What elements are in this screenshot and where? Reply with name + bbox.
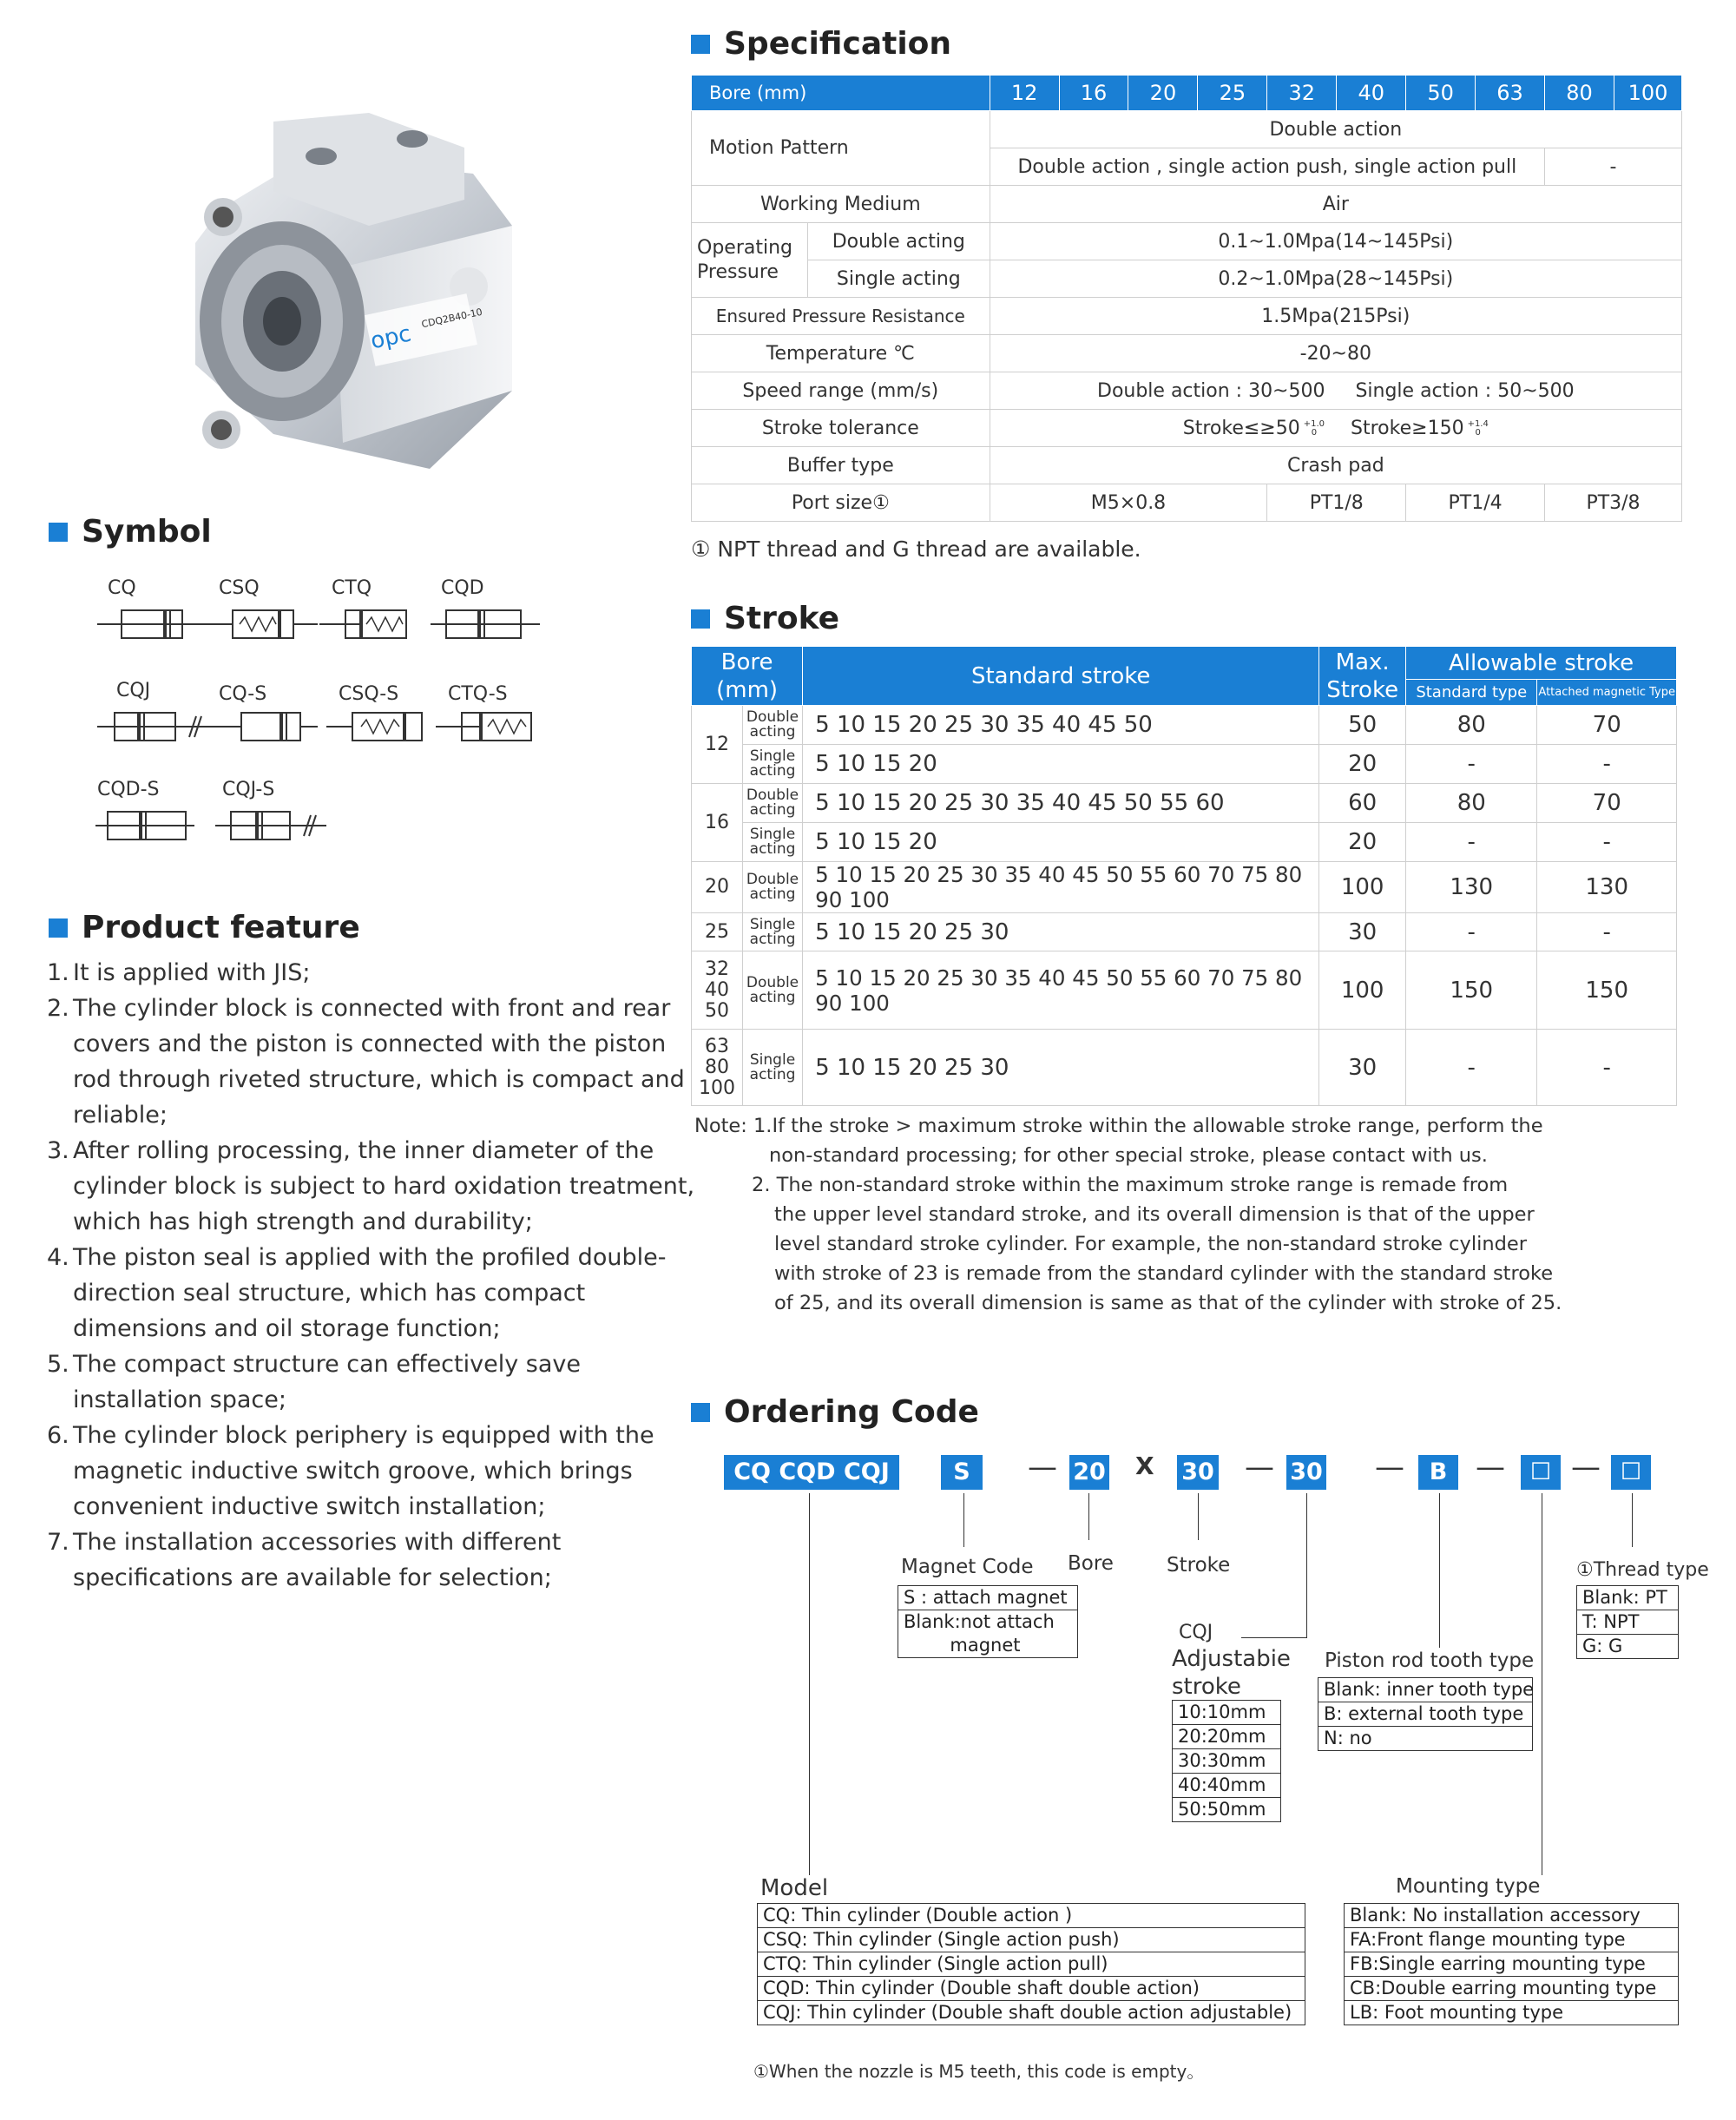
model-options xyxy=(757,1903,1305,2025)
port-label: Port size① xyxy=(692,484,990,522)
table-row xyxy=(692,823,1677,862)
code-rod: B xyxy=(1418,1455,1458,1490)
stroke-std: 5 10 15 20 25 30 xyxy=(803,1030,1319,1106)
section-marker-icon xyxy=(49,918,68,938)
rod-label: Piston rod tooth type xyxy=(1325,1649,1535,1672)
speed-label: Speed range (mm/s) xyxy=(692,372,990,410)
feature-item: 7. The installation accessories with different specifications are available for selection; xyxy=(47,1529,562,1591)
adj-label-1: CQJ xyxy=(1179,1622,1213,1643)
stroke-allow-std: - xyxy=(1406,913,1537,951)
stroke-allow-mag: 150 xyxy=(1537,951,1677,1030)
code-adjustable: 30 xyxy=(1286,1455,1326,1490)
medium-label: Working Medium xyxy=(692,186,990,223)
stroke-header-allow: Allowable stroke xyxy=(1406,647,1677,680)
symbol-ctq-s: CTQ-S xyxy=(436,680,549,749)
stroke-kind: Single acting xyxy=(742,913,802,951)
order-footnote: ①When the nozzle is M5 teeth, this code is empty。 xyxy=(753,2061,1205,2082)
stroke-allow-mag: - xyxy=(1537,913,1677,951)
bore-cell: 32 xyxy=(1267,76,1337,111)
stroke-allow-std: 80 xyxy=(1406,706,1537,745)
port-value: PT1/4 xyxy=(1406,484,1545,522)
stroke-max: 50 xyxy=(1319,706,1406,745)
feature-item: 1. It is applied with JIS; xyxy=(47,959,311,986)
list-item: LB: Foot mounting type xyxy=(1350,2002,1564,2023)
motion-value-2b: - xyxy=(1545,148,1682,186)
port-value: PT1/8 xyxy=(1267,484,1406,522)
code-stroke: 30 xyxy=(1177,1455,1219,1490)
feature-item: 4. The piston seal is applied with the profiled double-direction seal structure, which has compact dimensions and oil storage function; xyxy=(47,1244,667,1342)
bore-cell: 63 xyxy=(1476,76,1545,111)
spec-table xyxy=(691,75,1682,522)
buffer-value: Crash pad xyxy=(990,447,1681,484)
table-row xyxy=(692,1030,1677,1106)
table-row xyxy=(692,706,1677,745)
stroke-table xyxy=(691,646,1677,1106)
feature-list xyxy=(47,955,707,1596)
stroke-header-max: Max. Stroke xyxy=(1319,647,1406,706)
stroke-kind: Double acting xyxy=(742,784,802,823)
op-single-label: Single acting xyxy=(807,260,990,298)
symbol-cq: CQ xyxy=(95,577,208,647)
symbol-csq: CSQ xyxy=(207,577,319,647)
list-item: 50:50mm xyxy=(1178,1799,1266,1820)
stroke-bore: 12 xyxy=(692,706,743,784)
stroke-max: 100 xyxy=(1319,862,1406,913)
symbol-cqd: CQD xyxy=(429,577,542,647)
section-marker-icon xyxy=(691,1403,710,1422)
stroke-allow-std: - xyxy=(1406,823,1537,862)
bore-cell: 12 xyxy=(990,76,1059,111)
code-thread: ☐ xyxy=(1611,1455,1651,1490)
port-value: M5×0.8 xyxy=(990,484,1267,522)
spec-title: Specification xyxy=(691,26,951,62)
code-magnet: S xyxy=(941,1455,983,1490)
model-print: CDQ2B40-10 xyxy=(420,306,483,331)
spec-header-row xyxy=(692,76,1682,111)
thread-label: ①Thread type xyxy=(1576,1559,1709,1581)
adj-options xyxy=(1172,1700,1281,1822)
table-row xyxy=(692,784,1677,823)
thread-options xyxy=(1576,1585,1679,1659)
spec-footnote: ① NPT thread and G thread are available. xyxy=(691,537,1141,562)
symbol-cqj-s: CQJ-S xyxy=(215,779,328,848)
symbol-cqd-s: CQD-S xyxy=(95,779,208,848)
symbol-title: Symbol xyxy=(49,514,212,550)
list-item: 20:20mm xyxy=(1173,1725,1280,1749)
motion-value: Double action xyxy=(990,111,1681,148)
motion-value-2: Double action , single action push, single action pull xyxy=(990,148,1544,186)
list-item: CQ: Thin cylinder (Double action ) xyxy=(758,1904,1305,1928)
stroke-notes: Note: 1.If the stroke > maximum stroke within the allowable stroke range, perform the non-standard processing; for other special stroke, please contact with us. 2. The non-standard stroke within the maximum stroke range is remade from the upper level standard stroke, and its overall dimension is that of the upper level standard stroke cylinder. For example, the non-standard stroke cylinder with stroke of 23 is remade from the standard cylinder with the standard stroke of 25, and its overall dimension is same as that of the cylinder with stroke of 25. xyxy=(694,1115,1562,1314)
mount-label: Mounting type xyxy=(1396,1875,1541,1898)
list-item: CB:Double earring mounting type xyxy=(1345,1977,1678,2001)
temp-value: -20~80 xyxy=(990,335,1681,372)
list-item: N: no xyxy=(1324,1728,1372,1748)
list-item: CQJ: Thin cylinder (Double shaft double action adjustable) xyxy=(763,2002,1292,2023)
bore-cell: 40 xyxy=(1337,76,1406,111)
op-double-value: 0.1~1.0Mpa(14~145Psi) xyxy=(990,223,1681,260)
adj-label-3: stroke xyxy=(1172,1674,1241,1700)
stroke-title: Stroke xyxy=(691,601,839,636)
port-value: PT3/8 xyxy=(1545,484,1682,522)
section-marker-icon xyxy=(691,35,710,54)
section-marker-icon xyxy=(49,523,68,542)
bore-cell: 50 xyxy=(1406,76,1476,111)
stroke-max: 100 xyxy=(1319,951,1406,1030)
feature-item: 6. The cylinder block periphery is equipped with the magnetic inductive switch groove, which brings convenient inductive switch installation; xyxy=(47,1422,654,1520)
code-bore: 20 xyxy=(1069,1455,1109,1490)
code-dash: — xyxy=(1245,1450,1274,1485)
stroke-std: 5 10 15 20 25 30 35 40 45 50 55 60 xyxy=(803,784,1319,823)
code-mount: ☐ xyxy=(1521,1455,1561,1490)
bore-cell: 16 xyxy=(1059,76,1128,111)
symbol-csq-s: CSQ-S xyxy=(326,680,439,749)
list-item: FB:Single earring mounting type xyxy=(1345,1952,1678,1977)
list-item: FA:Front flange mounting type xyxy=(1345,1928,1678,1952)
stroke-max: 20 xyxy=(1319,823,1406,862)
model-label: Model xyxy=(760,1875,829,1901)
op-single-value: 0.2~1.0Mpa(28~145Psi) xyxy=(990,260,1681,298)
stroke-allow-mag: - xyxy=(1537,823,1677,862)
tolerance-value: Stroke≤≥50 +1.0 0 Stroke≥150 +1.4 0 xyxy=(990,410,1681,447)
medium-value: Air xyxy=(990,186,1681,223)
list-item: Blank: No installation accessory xyxy=(1345,1904,1678,1928)
stroke-kind: Single acting xyxy=(742,823,802,862)
order-title: Ordering Code xyxy=(691,1394,979,1430)
list-item: B: external tooth type xyxy=(1318,1702,1532,1727)
product-image xyxy=(169,104,534,486)
stroke-allow-mag: 70 xyxy=(1537,706,1677,745)
stroke-kind: Single acting xyxy=(742,1030,802,1106)
temp-label: Temperature ℃ xyxy=(692,335,990,372)
rod-options xyxy=(1318,1677,1533,1751)
list-item: CTQ: Thin cylinder (Single action pull) xyxy=(758,1952,1305,1977)
adj-label-2: Adjustabie xyxy=(1172,1646,1291,1672)
stroke-std: 5 10 15 20 25 30 35 40 45 50 55 60 70 75 80 90 100 xyxy=(803,951,1319,1030)
stroke-header-allow-std: Standard type xyxy=(1406,680,1537,706)
stroke-allow-std: 130 xyxy=(1406,862,1537,913)
speed-value: Double action : 30~500 Single action : 50~500 xyxy=(990,372,1681,410)
list-item: S : attach magnet xyxy=(898,1586,1077,1610)
stroke-header-allow-mag: Attached magnetic Type xyxy=(1537,680,1677,706)
stroke-max: 20 xyxy=(1319,745,1406,784)
list-item: 10:10mm xyxy=(1173,1701,1280,1725)
symbol-cqj: CQJ xyxy=(95,680,208,749)
stroke-kind: Double acting xyxy=(742,706,802,745)
code-dash: — xyxy=(1571,1450,1601,1485)
stroke-label: Stroke xyxy=(1167,1554,1231,1577)
proof-label: Ensured Pressure Resistance xyxy=(692,298,990,335)
stroke-allow-mag: 70 xyxy=(1537,784,1677,823)
stroke-bore: 16 xyxy=(692,784,743,862)
stroke-kind: Double acting xyxy=(742,862,802,913)
stroke-allow-std: - xyxy=(1406,1030,1537,1106)
stroke-max: 60 xyxy=(1319,784,1406,823)
list-item: Blank: inner tooth type xyxy=(1318,1678,1532,1702)
bore-cell: 20 xyxy=(1128,76,1198,111)
bore-label: Bore (mm) xyxy=(692,76,990,111)
list-item: T: NPT xyxy=(1577,1610,1678,1635)
stroke-std: 5 10 15 20 xyxy=(803,745,1319,784)
bore-cell: 80 xyxy=(1545,76,1614,111)
code-dash: — xyxy=(1375,1450,1404,1485)
stroke-kind: Double acting xyxy=(742,951,802,1030)
list-item: CQD: Thin cylinder (Double shaft double action) xyxy=(758,1977,1305,2001)
magnet-label: Magnet Code xyxy=(901,1556,1034,1578)
list-item: Blank:not attach magnet xyxy=(904,1611,1055,1656)
feature-item: 5. The compact structure can effectively save installation space; xyxy=(47,1351,581,1413)
bore-cell: 25 xyxy=(1198,76,1267,111)
proof-value: 1.5Mpa(215Psi) xyxy=(990,298,1681,335)
stroke-kind: Single acting xyxy=(742,745,802,784)
motion-label: Motion Pattern xyxy=(692,111,990,186)
stroke-allow-std: - xyxy=(1406,745,1537,784)
section-marker-icon xyxy=(691,609,710,629)
stroke-allow-mag: 130 xyxy=(1537,862,1677,913)
stroke-bore: 63 80 100 xyxy=(692,1030,743,1106)
stroke-max: 30 xyxy=(1319,1030,1406,1106)
table-row xyxy=(692,951,1677,1030)
buffer-label: Buffer type xyxy=(692,447,990,484)
stroke-max: 30 xyxy=(1319,913,1406,951)
stroke-bore: 25 xyxy=(692,913,743,951)
code-dash: — xyxy=(1028,1450,1057,1485)
bore-label: Bore xyxy=(1068,1552,1114,1575)
code-x: X xyxy=(1135,1452,1154,1480)
feature-title: Product feature xyxy=(49,910,360,945)
stroke-bore: 20 xyxy=(692,862,743,913)
symbol-cq-s: CQ-S xyxy=(207,680,319,749)
stroke-allow-std: 150 xyxy=(1406,951,1537,1030)
mount-options xyxy=(1344,1903,1679,2025)
code-model: CQ CQD CQJ xyxy=(724,1455,899,1490)
stroke-bore: 32 40 50 xyxy=(692,951,743,1030)
symbol-ctq: CTQ xyxy=(319,577,432,647)
stroke-header-std: Standard stroke xyxy=(803,647,1319,706)
stroke-std: 5 10 15 20 25 30 xyxy=(803,913,1319,951)
stroke-allow-std: 80 xyxy=(1406,784,1537,823)
list-item: G: G xyxy=(1582,1636,1623,1656)
stroke-std: 5 10 15 20 25 30 35 40 45 50 55 60 70 75 80 90 100 xyxy=(803,862,1319,913)
tolerance-label: Stroke tolerance xyxy=(692,410,990,447)
op-double-label: Double acting xyxy=(807,223,990,260)
list-item: Blank: PT xyxy=(1577,1586,1678,1610)
stroke-std: 5 10 15 20 25 30 35 40 45 50 xyxy=(803,706,1319,745)
list-item: 40:40mm xyxy=(1173,1774,1280,1798)
magnet-options xyxy=(898,1585,1078,1658)
feature-item: 2. The cylinder block is connected with front and rear covers and the piston is connected with the piston rod through riveted structure, which is compact and reliable; xyxy=(47,995,685,1129)
stroke-header-bore: Bore (mm) xyxy=(692,647,803,706)
bore-cell: 100 xyxy=(1614,76,1681,111)
stroke-allow-mag: - xyxy=(1537,1030,1677,1106)
stroke-std: 5 10 15 20 xyxy=(803,823,1319,862)
stroke-allow-mag: - xyxy=(1537,745,1677,784)
code-dash: — xyxy=(1476,1450,1505,1485)
brand-logo: opc xyxy=(368,320,414,355)
operating-pressure-label: Operating Pressure xyxy=(692,223,808,298)
list-item: CSQ: Thin cylinder (Single action push) xyxy=(758,1928,1305,1952)
list-item: 30:30mm xyxy=(1173,1749,1280,1774)
table-row xyxy=(692,862,1677,913)
table-row xyxy=(692,913,1677,951)
table-row xyxy=(692,745,1677,784)
feature-item: 3. After rolling processing, the inner diameter of the cylinder block is subject to hard oxidation treatment, which has high strength and durability; xyxy=(47,1137,695,1235)
